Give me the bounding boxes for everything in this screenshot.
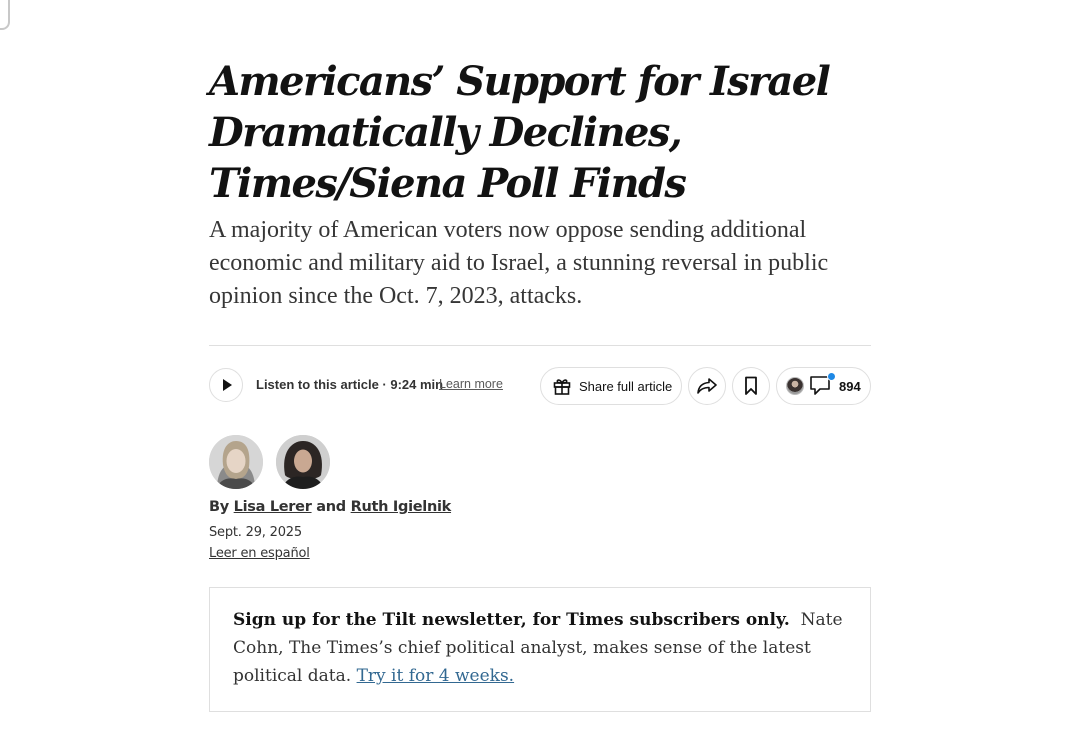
newsletter-body: Nate Cohn, The Times’s chief political analyst, makes sense of the latest political data. bbox=[233, 610, 843, 686]
newsletter-title: Sign up for the Tilt newsletter, for Times subscribers only. bbox=[233, 610, 790, 630]
window-corner-fragment bbox=[0, 0, 10, 30]
newsletter-trial-link[interactable]: Try it for 4 weeks. bbox=[356, 666, 515, 686]
spanish-version-link[interactable]: Leer en español bbox=[209, 546, 310, 561]
learn-more-link[interactable]: Learn more bbox=[439, 377, 503, 391]
author-link-ruth-igielnik[interactable]: Ruth Igielnik bbox=[350, 499, 452, 515]
author-link-lisa-lerer[interactable]: Lisa Lerer bbox=[233, 499, 312, 515]
headline: Americans’ Support for Israel Dramatically Declines, Times/Siena Poll Finds bbox=[209, 58, 830, 207]
share-button[interactable] bbox=[688, 367, 726, 405]
author-photo-ruth-igielnik[interactable] bbox=[276, 435, 330, 489]
commenter-avatar bbox=[786, 377, 804, 395]
share-full-article-label: Share full article bbox=[579, 378, 673, 394]
play-icon bbox=[223, 379, 232, 391]
article-summary: A majority of American voters now oppose sending additional economic and military aid to Israel, a stunning reversal in public opinion since the Oct. 7, 2023, attacks. bbox=[209, 217, 829, 309]
newsletter-promo bbox=[209, 587, 871, 712]
article-toolbar bbox=[209, 367, 871, 405]
share-arrow-icon bbox=[696, 377, 718, 395]
byline bbox=[209, 499, 451, 515]
publish-date: Sept. 29, 2025 bbox=[209, 525, 302, 540]
save-bookmark-button[interactable] bbox=[732, 367, 770, 405]
listen-label: Listen to this article · 9:24 min bbox=[256, 377, 444, 392]
notification-dot bbox=[827, 372, 836, 381]
comment-count: 894 bbox=[839, 378, 861, 394]
comments-button[interactable] bbox=[776, 367, 871, 405]
divider bbox=[209, 345, 871, 346]
byline-conjunction: and bbox=[316, 499, 346, 515]
gift-icon bbox=[552, 376, 572, 396]
byline-prefix: By bbox=[209, 499, 229, 515]
comment-icon bbox=[809, 375, 833, 397]
author-photo-lisa-lerer[interactable] bbox=[209, 435, 263, 489]
bookmark-icon bbox=[744, 376, 758, 396]
listen-play-button[interactable] bbox=[209, 368, 243, 402]
share-full-article-button[interactable] bbox=[540, 367, 682, 405]
